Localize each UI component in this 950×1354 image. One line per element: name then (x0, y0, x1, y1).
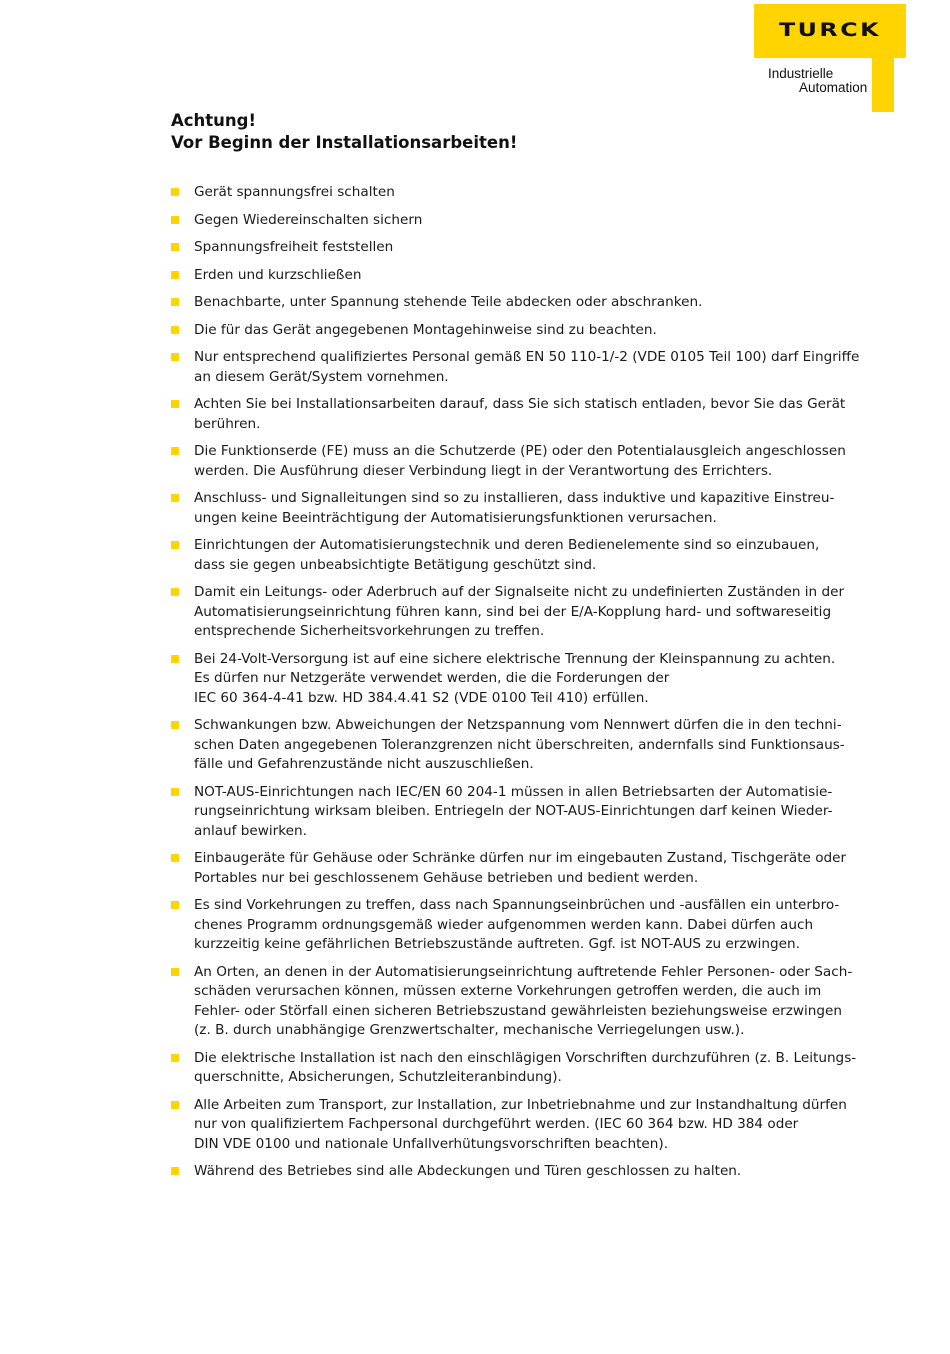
list-item-text (194, 211, 851, 231)
text-line: fälle und Gefahrenzustände nicht auszuschließen. (194, 756, 534, 772)
list-item (171, 1162, 851, 1182)
text-line: IEC 60 364-4-41 bzw. HD 384.4.41 S2 (VDE 0100 Teil 410) erfüllen. (194, 689, 649, 706)
text-line: Bei 24-Volt-Versorgung ist auf eine sichere elektrische Trennung der Kleinspannung zu achten. (194, 650, 836, 667)
text-line: an diesem Gerät/System vornehmen. (194, 368, 449, 385)
text-line: Achten Sie bei Installationsarbeiten darauf, dass Sie sich statisch entladen, bevor Sie das Gerät (194, 396, 846, 412)
text-line: Anschluss- und Signalleitungen sind so zu installieren, dass induktive und kapazitive Einstreu- (194, 490, 835, 506)
text-line: NOT-AUS-Einrichtungen nach IEC/EN 60 204-1 müssen in allen Betriebsarten der Automatisie- (194, 783, 833, 800)
list-item-text (194, 716, 851, 775)
list-item (171, 1049, 857, 1088)
text-line: chenes Programm ordnungsgemäß wieder aufgenommen werden kann. Dabei dürfen auch (194, 916, 814, 933)
list-item (171, 293, 851, 313)
text-line: Alle Arbeiten zum Transport, zur Installation, zur Inbetriebnahme und zur Instandhaltung dürfen (194, 1096, 847, 1113)
square-bullet-icon (171, 588, 179, 596)
text-line: dass sie gegen unbeabsichtigte Betätigung geschützt sind. (194, 556, 597, 573)
list-item-text (194, 849, 851, 888)
text-line: Während des Betriebes sind alle Abdeckungen und Türen geschlossen zu halten. (194, 1163, 742, 1179)
square-bullet-icon (171, 1167, 179, 1175)
text-line: Spannungsfreiheit feststellen (194, 239, 394, 255)
square-bullet-icon (171, 326, 179, 334)
list-item (171, 896, 851, 955)
list-item (171, 716, 851, 775)
text-line: entsprechende Sicherheitsvorkehrungen zu treffen. (194, 623, 545, 639)
title-line-2: Vor Beginn der Installationsarbeiten! (171, 133, 518, 152)
text-line: Die für das Gerät angegebenen Montagehinweise sind zu beachten. (194, 321, 657, 338)
list-item-text (194, 536, 851, 575)
square-bullet-icon (171, 271, 179, 279)
list-item (171, 442, 851, 481)
square-bullet-icon (171, 353, 179, 361)
logo-accent-bar (872, 58, 894, 112)
list-item-text (194, 896, 851, 955)
text-line: Damit ein Leitungs- oder Aderbruch auf der Signalseite nicht zu undefinierten Zuständen in der (194, 584, 845, 600)
list-item (171, 321, 851, 341)
text-line: Es sind Vorkehrungen zu treffen, dass nach Spannungseinbrüchen und -ausfällen ein unterbro- (194, 897, 840, 913)
title-line-1: Achtung! (171, 111, 257, 130)
text-line: Es dürfen nur Netzgeräte verwendet werden, die die Forderungen der (194, 670, 670, 686)
square-bullet-icon (171, 243, 179, 251)
text-line: An Orten, an denen in der Automatisierungseinrichtung auftretende Fehler Personen- oder Sach- (194, 963, 853, 980)
text-line: Portables nur bei geschlossenem Gehäuse betrieben und bedient werden. (194, 869, 699, 886)
square-bullet-icon (171, 655, 179, 663)
list-item (171, 489, 851, 528)
list-item (171, 183, 851, 203)
square-bullet-icon (171, 1054, 179, 1062)
logo-subline (768, 67, 867, 95)
list-item-text (194, 348, 860, 387)
text-line: Erden und kurzschließen (194, 266, 362, 283)
list-item (171, 266, 851, 286)
turck-logo (754, 4, 906, 58)
text-line: querschnitte, Absicherungen, Schutzleiteranbindung). (194, 1069, 562, 1085)
text-line: Einrichtungen der Automatisierungstechnik und deren Bedienelemente sind so einzubauen, (194, 537, 820, 553)
text-line: schen Daten angegebenen Toleranzgrenzen nicht überschreiten, andernfalls sind Funktionsaus- (194, 736, 845, 753)
text-line: schäden verursachen können, müssen externe Vorkehrungen getroffen werden, die auch im (194, 983, 822, 999)
list-item-text (194, 266, 851, 286)
text-line: ungen keine Beeinträchtigung der Automatisierungsfunktionen verursachen. (194, 509, 717, 526)
page-title (171, 110, 517, 154)
square-bullet-icon (171, 494, 179, 502)
list-item-text (194, 293, 851, 313)
list-item-text (194, 783, 851, 842)
list-item-text (194, 963, 851, 1041)
square-bullet-icon (171, 901, 179, 909)
text-line: werden. Die Ausführung dieser Verbindung liegt in der Verantwortung des Errichters. (194, 462, 773, 479)
text-line: rungseinrichtung wirksam bleiben. Entriegeln der NOT-AUS-Einrichtungen darf keinen Wieder- (194, 803, 833, 819)
text-line: anlauf bewirken. (194, 822, 307, 839)
square-bullet-icon (171, 968, 179, 976)
text-line: Automatisierungseinrichtung führen kann, sind bei der E/A-Kopplung hard- und softwareseitig (194, 603, 832, 620)
square-bullet-icon (171, 298, 179, 306)
square-bullet-icon (171, 400, 179, 408)
list-item-text (194, 395, 851, 434)
square-bullet-icon (171, 1101, 179, 1109)
square-bullet-icon (171, 541, 179, 549)
list-item (171, 238, 851, 258)
list-item (171, 211, 851, 231)
text-line: nur von qualifiziertem Fachpersonal durchgeführt werden. (IEC 60 364 bzw. HD 384 oder (194, 1116, 799, 1132)
list-item (171, 583, 851, 642)
square-bullet-icon (171, 447, 179, 455)
square-bullet-icon (171, 854, 179, 862)
list-item-text (194, 238, 851, 258)
text-line: Nur entsprechend qualifiziertes Personal gemäß EN 50 110-1/-2 (VDE 0105 Teil 100) darf Eingriffe (194, 349, 860, 365)
text-line: Fehler- oder Störfall einen sicheren Betriebszustand gewährleisten beziehungsweise erzwingen (194, 1002, 843, 1019)
text-line: Die Funktionserde (FE) muss an die Schutzerde (PE) oder den Potentialausgleich angeschlossen (194, 443, 846, 459)
list-item (171, 348, 860, 387)
list-item-text (194, 1049, 857, 1088)
square-bullet-icon (171, 216, 179, 224)
list-item (171, 849, 851, 888)
list-item-text (194, 1162, 851, 1182)
text-line: Einbaugeräte für Gehäuse oder Schränke dürfen nur im eingebauten Zustand, Tischgeräte oder (194, 850, 847, 866)
square-bullet-icon (171, 188, 179, 196)
text-line: Schwankungen bzw. Abweichungen der Netzspannung vom Nennwert dürfen die in den techni- (194, 717, 842, 733)
list-item (171, 963, 851, 1041)
text-line: Gerät spannungsfrei schalten (194, 184, 395, 200)
list-item-text (194, 489, 851, 528)
text-line: DIN VDE 0100 und nationale Unfallverhütungsvorschriften beachten). (194, 1135, 669, 1152)
square-bullet-icon (171, 788, 179, 796)
logo-wordmark: TURCK (778, 19, 882, 41)
list-item-text (194, 583, 851, 642)
logo-subline-1: Industrielle (768, 66, 834, 81)
list-item-text (194, 442, 851, 481)
text-line: (z. B. durch unabhängige Grenzwertschalter, mechanische Verriegelungen usw.). (194, 1022, 745, 1038)
square-bullet-icon (171, 721, 179, 729)
list-item-text (194, 650, 851, 709)
list-item (171, 650, 851, 709)
logo-subline-2: Automation (799, 80, 868, 95)
safety-rules-list (171, 183, 860, 1190)
list-item (171, 536, 851, 575)
list-item (171, 783, 851, 842)
text-line: Gegen Wiedereinschalten sichern (194, 211, 423, 228)
text-line: kurzzeitig keine gefährlichen Betriebszustände auftreten. Ggf. ist NOT-AUS zu erzwingen. (194, 936, 800, 952)
list-item-text (194, 183, 851, 203)
text-line: Die elektrische Installation ist nach den einschlägigen Vorschriften durchzuführen (z. B. Leitungs- (194, 1049, 857, 1066)
list-item-text (194, 1096, 851, 1155)
list-item (171, 1096, 851, 1155)
list-item-text (194, 321, 851, 341)
text-line: berühren. (194, 415, 261, 432)
text-line: Benachbarte, unter Spannung stehende Teile abdecken oder abschranken. (194, 294, 703, 310)
list-item (171, 395, 851, 434)
